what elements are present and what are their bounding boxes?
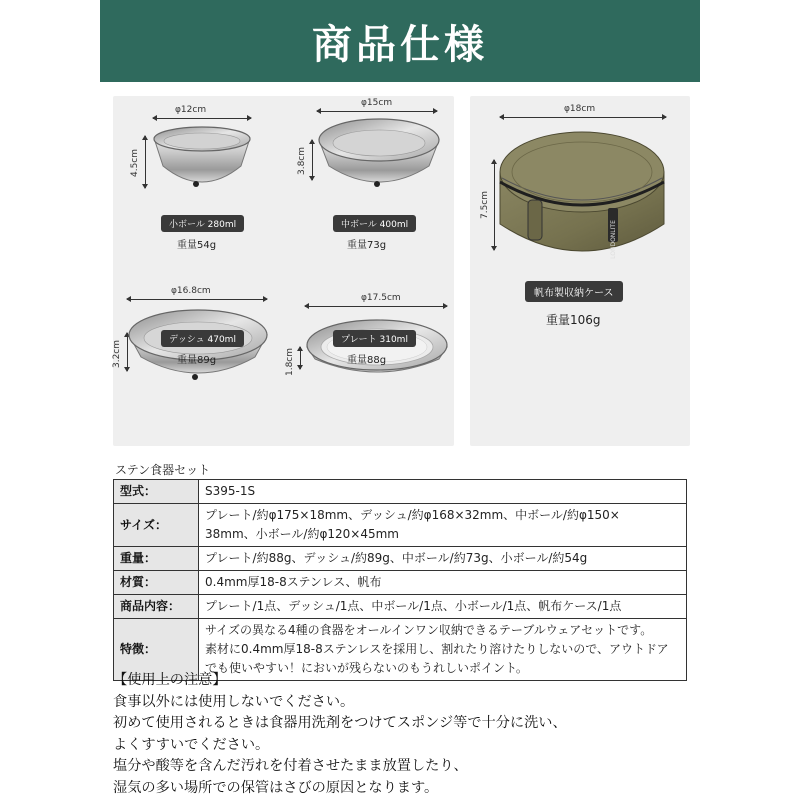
spec-value [199, 547, 687, 571]
mid-bowl-width: φ15cm [361, 98, 393, 108]
spec-row [114, 504, 687, 547]
mid-bowl-weight: 重量73g [347, 240, 387, 251]
spec-value [199, 480, 687, 504]
plate-width: φ17.5cm [361, 293, 401, 303]
spec-value-line: プレート/約88g、デッシュ/約89g、中ボール/約73g、小ボール/約54g [205, 551, 588, 565]
usage-notes [113, 670, 693, 800]
spec-value [199, 571, 687, 595]
small-bowl-item [113, 96, 283, 271]
mid-bowl-width-line [317, 111, 437, 112]
spec-row [114, 595, 687, 619]
small-bowl-width: φ12cm [175, 105, 207, 115]
spec-key: 特徴： [114, 619, 199, 681]
case-width-line [500, 117, 666, 118]
notes-line: 塩分や酸等を含んだ汚れを付着させたまま放置したり、 [113, 758, 468, 775]
mid-bowl-height: 3.8cm [297, 146, 308, 176]
spec-key: 材質： [114, 571, 199, 595]
mid-bowl-label: 中ボール 400ml [333, 215, 416, 232]
plate-height-line [300, 347, 301, 369]
spec-value [199, 504, 687, 547]
spec-key: 商品内容： [114, 595, 199, 619]
mid-bowl-image [317, 116, 441, 192]
spec-title: ステン食器セット [115, 463, 211, 477]
spec-value-line: 素材に0.4mm厚18-8ステンレスを採用し、割れたり溶けたりしないので、アウトドア [205, 642, 669, 656]
dish-label: デッシュ 470ml [161, 330, 244, 347]
spec-value-line: でも使いやすい！においが残らないのもうれしいポイント。 [205, 661, 528, 675]
small-bowl-label: 小ボール 280ml [161, 215, 244, 232]
plate-height: 1.8cm [285, 347, 296, 377]
spec-table [113, 479, 687, 681]
spec-key: 重量： [114, 547, 199, 571]
header-banner [100, 0, 700, 82]
spec-value-line: 0.4mm厚18-8ステンレス、帆布 [205, 575, 382, 589]
plate-image [305, 315, 449, 381]
small-bowl-weight: 重量54g [177, 240, 217, 251]
small-bowl-height-line [145, 136, 146, 188]
case-width: φ18cm [564, 104, 596, 114]
case-height-line [494, 160, 495, 250]
dish-height: 3.2cm [112, 339, 123, 369]
dish-width-line [127, 299, 267, 300]
tableware-panel [113, 96, 454, 446]
spec-row [114, 480, 687, 504]
small-bowl-image [151, 124, 253, 196]
small-bowl-height: 4.5cm [130, 148, 141, 178]
spec-value [199, 595, 687, 619]
case-image [496, 128, 668, 268]
case-height: 7.5cm [480, 190, 491, 220]
small-bowl-width-line [153, 118, 251, 119]
case-panel [470, 96, 690, 446]
case-weight: 重量106g [546, 313, 601, 327]
dish-weight: 重量89g [177, 355, 217, 366]
spec-value-line: プレート/約φ175×18mm、デッシュ/約φ168×32mm、中ボール/約φ150× [205, 508, 620, 522]
spec-value-line: S395-1S [205, 484, 256, 498]
spec-value-line: サイズの異なる4種の食器をオールインワン収納できるテーブルウェアセットです。 [205, 623, 653, 637]
case-label: 帆布製収納ケース [525, 281, 623, 302]
notes-line: 湿気の多い場所での保管はさびの原因となります。 [113, 779, 439, 796]
mid-bowl-height-line [312, 140, 313, 180]
plate-item [283, 271, 454, 446]
spec-row [114, 547, 687, 571]
notes-line: 食事以外には使用しないでください。 [113, 693, 355, 710]
case-brand: LONDONLITE [609, 220, 617, 259]
plate-weight: 重量88g [347, 355, 387, 366]
dish-item [113, 271, 283, 446]
spec-row [114, 571, 687, 595]
plate-label: プレート 310ml [333, 330, 416, 347]
notes-heading: 【使用上の注意】 [113, 672, 227, 688]
notes-line: 初めて使用されるときは食器用洗剤をつけてスポンジ等で十分に洗い、 [113, 715, 567, 732]
spec-key: 型式： [114, 480, 199, 504]
dish-width: φ16.8cm [171, 286, 211, 296]
mid-bowl-item [283, 96, 454, 271]
notes-line: よくすすいでください。 [113, 736, 270, 753]
page-title: 商品仕様 [312, 21, 488, 68]
spec-key: サイズ： [114, 504, 199, 547]
spec-value-line: 38mm、小ボール/約φ120×45mm [205, 527, 399, 541]
plate-width-line [305, 306, 447, 307]
spec-value-line: プレート/1点、デッシュ/1点、中ボール/1点、小ボール/1点、帆布ケース/1点 [205, 599, 622, 613]
